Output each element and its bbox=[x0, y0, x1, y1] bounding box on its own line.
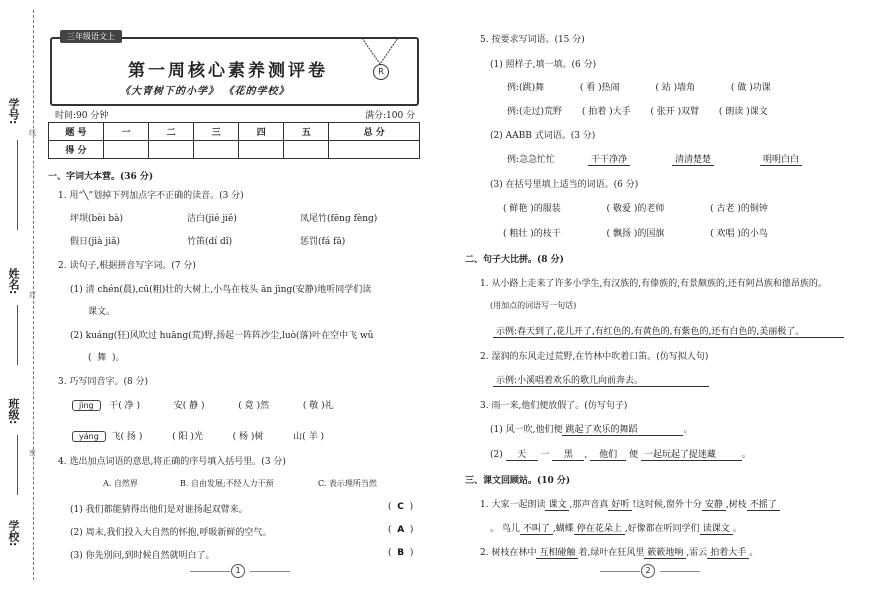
exam-time: 时间:90 分钟 bbox=[55, 111, 109, 121]
s1-prompt: 1. 从小路上走来了许多小学生,有汉族的,有傣族的,有景颇族的,还有阿昌族和德昂族的。 bbox=[480, 279, 827, 289]
s1-hint: (用加点的词语写一句话) bbox=[490, 301, 577, 310]
q3-prompt: 3. 巧写同音字。(8 分) bbox=[58, 377, 149, 387]
section-3-heading: 三、课文回顾站。(10 分) bbox=[465, 476, 571, 486]
score-cell[interactable] bbox=[194, 141, 239, 159]
q3-row-1: jìng 干( 净 ) 安( 静 ) ( 竟 )然 ( 敬 )礼 bbox=[72, 398, 334, 411]
page-number: 2 bbox=[641, 564, 655, 578]
score-table bbox=[48, 122, 420, 159]
school-label: 学校: bbox=[7, 520, 20, 547]
grade-tab: 三年级语文上 bbox=[60, 30, 122, 43]
score-header: 二 bbox=[149, 123, 194, 141]
r1-line-2: 。 鸟儿 不叫了 ,蝴蝶 停在花朵上 ,好像都在听同学们 读课文 。 bbox=[490, 524, 742, 534]
full-score: 满分:100 分 bbox=[365, 111, 416, 121]
q2-line-2: (2) kuáng(狂)风吹过 huāng(荒)野,扬起一阵阵沙尘,luò(落)叶在空中飞 wǔ bbox=[70, 331, 374, 341]
blank[interactable]: 簌簌地响 bbox=[644, 548, 686, 559]
q1-item: 凤尾竹(fēng fèng) bbox=[300, 214, 378, 224]
blank[interactable]: 停在花朵上 bbox=[574, 524, 625, 535]
page-title: 第一周核心素养测评卷 bbox=[128, 61, 328, 81]
q4-answer[interactable]: ( B ) bbox=[388, 548, 414, 558]
q1-item: 惩罚(fá fǎ) bbox=[300, 237, 346, 247]
q1-prompt: 1. 用“╲”划掉下列加点字不正确的读音。(3 分) bbox=[58, 191, 244, 201]
q5-prompt: 5. 按要求写词语。(15 分) bbox=[480, 35, 585, 45]
q2-line-1: (1) 清 chén(晨),cū(粗)壮的大树上,小鸟在枝头 ān jìng(安静)地听同学们读 bbox=[70, 285, 372, 295]
q2-line-1-cont: 课文。 bbox=[88, 307, 116, 317]
s3-answer-2a[interactable]: 天 bbox=[506, 447, 538, 461]
aabb-answer[interactable]: 清清楚楚 bbox=[672, 152, 714, 166]
score-header: 题 号 bbox=[49, 123, 104, 141]
blank[interactable]: 读课文 bbox=[700, 524, 733, 535]
score-header: 三 bbox=[194, 123, 239, 141]
section-1-heading: 一、字词大本营。(36 分) bbox=[48, 172, 154, 182]
name-label: 姓名: bbox=[7, 268, 20, 295]
q3-row-2: yáng 飞( 扬 ) ( 阳 )光 ( 杨 )树 山( 羊 ) bbox=[72, 429, 324, 442]
s2-prompt: 2. 湿润的东风走过荒野,在竹林中吹着口笛。(仿写拟人句) bbox=[480, 352, 709, 362]
page-number: 1 bbox=[231, 564, 245, 578]
blank[interactable]: 好听 bbox=[608, 500, 632, 511]
s1-answer[interactable]: 示例:春天到了,花儿开了,有红色的,有黄色的,有紫色的,还有白色的,美丽极了。 bbox=[493, 324, 844, 338]
footer-rule bbox=[600, 571, 640, 572]
blank[interactable]: 互相碰触 bbox=[536, 548, 578, 559]
score-cell[interactable] bbox=[239, 141, 284, 159]
aabb-answer[interactable]: 明明白白 bbox=[760, 152, 802, 166]
q4-sentence: (3) 你先別问,到时候自然就明白了。 bbox=[70, 551, 215, 561]
q4-sentence: (2) 周末,我们投入大自然的怀抱,呼吸新鲜的空气。 bbox=[70, 528, 272, 538]
blank[interactable]: 拍着大手 bbox=[707, 548, 749, 559]
blank[interactable]: 安静 bbox=[702, 500, 726, 511]
q4-option: A. 自然界 bbox=[103, 479, 138, 488]
q2-line-2-cont: ( 舞 )。 bbox=[88, 353, 125, 363]
aabb-answer[interactable]: 干干净净 bbox=[588, 152, 630, 166]
number-label: 学号: bbox=[7, 98, 20, 125]
s2-answer[interactable]: 示例:小溪唱着欢乐的歌儿向前奔去。 bbox=[493, 373, 709, 387]
s3-answer-2d[interactable]: 一起玩起了捉迷藏 bbox=[641, 447, 742, 461]
class-label: 班级: bbox=[7, 398, 20, 425]
q5-1-prompt: (1) 照样子,填一填。(6 分) bbox=[490, 60, 597, 70]
footer-rule bbox=[660, 571, 700, 572]
score-header: 五 bbox=[284, 123, 329, 141]
s3-answer-2b[interactable]: 黑 bbox=[552, 447, 584, 461]
q1-item: 假日(jià jiǎ) bbox=[70, 237, 120, 247]
score-header: 一 bbox=[104, 123, 149, 141]
blank[interactable]: 不叫了 bbox=[520, 524, 553, 535]
q4-answer[interactable]: ( A ) bbox=[388, 525, 414, 535]
q5-2-prompt: (2) AABB 式词语。(3 分) bbox=[490, 131, 596, 141]
score-cell[interactable] bbox=[284, 141, 329, 159]
score-cell[interactable] bbox=[149, 141, 194, 159]
section-2-heading: 二、句子大比拼。(8 分) bbox=[465, 255, 564, 265]
q5-3-row-1: ( 鲜艳 )的服装 ( 敬爱 )的老师 ( 古老 )的铜钟 bbox=[503, 204, 768, 214]
q5-1-row-1: 例:(跳)舞 ( 看 )热闹 ( 站 )墙角 ( 做 )功课 bbox=[507, 83, 771, 93]
r1-line-1: 1. 大家一起朗读 课文 ,那声音真 好听 !这时候,窗外十分 安静 ,树枝 不摇了 bbox=[480, 497, 780, 510]
s3-answer-1[interactable]: 跳起了欢乐的舞蹈 bbox=[562, 422, 683, 436]
medal-icon: R bbox=[373, 64, 389, 80]
score-label: 得 分 bbox=[49, 141, 104, 159]
r2-line: 2. 树枝在林中 互相碰触 着,绿叶在狂风里 簌簌地响 ,雷云 拍着大手 。 bbox=[480, 548, 759, 558]
q5-3-row-2: ( 粗壮 )的枝干 ( 飘扬 )的国旗 ( 欢唱 )的小鸟 bbox=[503, 229, 768, 239]
q4-prompt: 4. 选出加点词语的意思,将正确的序号填入括号里。(3 分) bbox=[58, 457, 286, 467]
pinyin-tag: yáng bbox=[72, 431, 106, 442]
blank[interactable]: 课文 bbox=[545, 500, 569, 511]
score-header: 总 分 bbox=[329, 123, 420, 141]
number-line bbox=[17, 140, 18, 230]
name-line bbox=[17, 305, 18, 365]
q1-item: 洁白(jié jiě) bbox=[187, 214, 237, 224]
page-subtitle: 《大青树下的小学》 《花的学校》 bbox=[120, 86, 290, 97]
q5-1-row-2: 例:(走过)荒野 ( 拍着 )大手 ( 张开 )双臂 ( 朗读 )课文 bbox=[507, 107, 768, 117]
s3-answer-2c[interactable]: 他们 bbox=[590, 447, 626, 461]
class-line bbox=[17, 435, 18, 495]
s3-line-1: (1) 风一吹,他们便 跳起了欢乐的舞蹈 。 bbox=[490, 422, 693, 436]
q5-3-prompt: (3) 在括号里填上适当的词语。(6 分) bbox=[490, 180, 639, 190]
score-header: 四 bbox=[239, 123, 284, 141]
s3-line-2: (2) 天 一 黑 , 他们 便 一起玩起了捉迷藏 。 bbox=[490, 447, 751, 461]
q1-item: 竹笛(dí dǐ) bbox=[187, 237, 233, 247]
footer-rule bbox=[250, 571, 290, 572]
pinyin-tag: jìng bbox=[72, 400, 101, 411]
q4-answer[interactable]: ( C ) bbox=[388, 502, 414, 512]
q1-item: 坪坝(bèi bà) bbox=[70, 214, 123, 224]
score-cell[interactable] bbox=[329, 141, 420, 159]
margin-mark-line: 线 bbox=[29, 129, 36, 137]
blank[interactable]: 不摇了 bbox=[747, 500, 780, 511]
q4-option: B. 自由发展;不经人力干预 bbox=[180, 479, 274, 488]
score-cell[interactable] bbox=[104, 141, 149, 159]
margin-mark-secret: 密 bbox=[29, 449, 36, 457]
footer-rule bbox=[190, 571, 230, 572]
q2-prompt: 2. 读句子,根据拼音写字词。(7 分) bbox=[58, 261, 196, 271]
q4-option: C. 表示理所当然 bbox=[318, 479, 377, 488]
s3-prompt: 3. 雨一来,他们便放假了。(仿写句子) bbox=[480, 401, 628, 411]
q4-sentence: (1) 我们都能猜得出他们是对谁扬起双臂来。 bbox=[70, 505, 248, 515]
margin-mark-seal: 封 bbox=[29, 291, 36, 299]
q5-2-example: 例:急急忙忙 bbox=[507, 155, 556, 165]
binding-margin bbox=[0, 0, 38, 591]
